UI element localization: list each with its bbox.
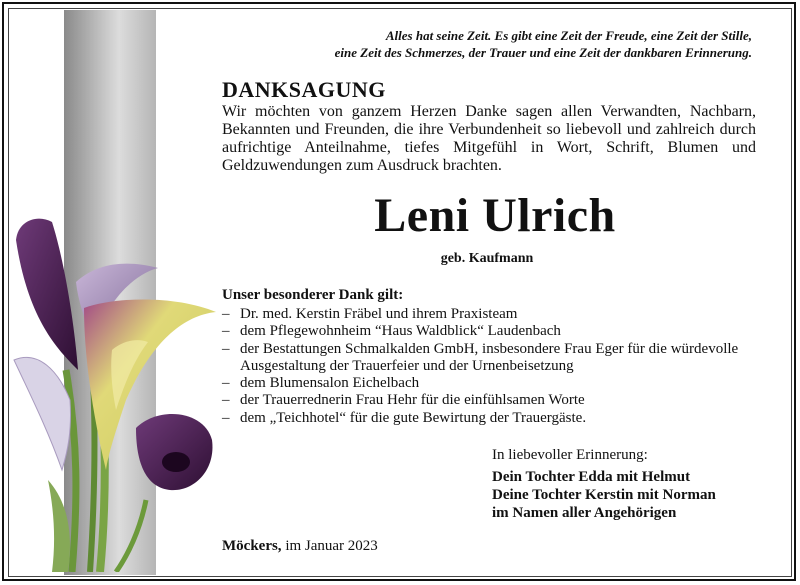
intro-text: Wir möchten von ganzem Herzen Danke sagen allen Verwandten, Nachbarn, Bekannten und Freunden, die ihre Verbundenheit so liebevoll und zahlreich durch aufrichtige Anteilnahme, tiefes Mitgefühl in Wort, Schrift, Blumen und Geldzuwendungen zum Ausdruck brachten. — [222, 103, 756, 174]
remembrance-label: In liebevoller Erinnerung: — [492, 447, 648, 463]
list-item: – der Trauerrednerin Frau Hehr für die einfühlsamen Worte — [222, 392, 762, 409]
list-item: – dem Pflegewohnheim “Haus Waldblick“ Laudenbach — [222, 323, 762, 340]
deceased-name: Leni Ulrich — [374, 189, 616, 242]
place-date — [222, 538, 378, 555]
signer-line: Deine Tochter Kerstin mit Norman — [492, 487, 716, 503]
place: Möckers, — [222, 538, 282, 554]
list-item: – Dr. med. Kerstin Fräbel und ihrem Praxisteam — [222, 306, 762, 323]
signers-block — [492, 468, 716, 522]
birth-name: geb. Kaufmann — [440, 251, 534, 266]
list-item: – dem „Teichhotel“ für die gute Bewirtung der Trauergäste. — [222, 410, 762, 427]
page-heading: DANKSAGUNG — [222, 77, 386, 102]
motto-line: eine Zeit des Schmerzes, der Trauer und eine Zeit der dankbaren Erinnerung. — [334, 45, 752, 60]
light-calla-flower — [14, 357, 71, 470]
list-item: – dem Blumensalon Eichelbach — [222, 375, 762, 392]
leaf — [48, 480, 70, 572]
thanks-list — [222, 306, 762, 427]
signer-line: im Namen aller Angehörigen — [492, 505, 677, 521]
list-item: – der Bestattungen Schmalkalden GmbH, insbesondere Frau Eger für die würdevolle Ausgestaltung der Trauerfeier und der Urnenbeisetzung — [222, 341, 762, 376]
motto-quote — [192, 27, 752, 61]
calla-throat — [162, 452, 190, 472]
thanks-title: Unser besonderer Dank gilt: — [222, 287, 404, 303]
motto-line: Alles hat seine Zeit. Es gibt eine Zeit der Freude, eine Zeit der Stille, — [385, 28, 752, 43]
signer-line: Dein Tochter Edda mit Helmut — [492, 469, 691, 485]
stem — [116, 500, 146, 572]
date: im Januar 2023 — [285, 538, 378, 554]
